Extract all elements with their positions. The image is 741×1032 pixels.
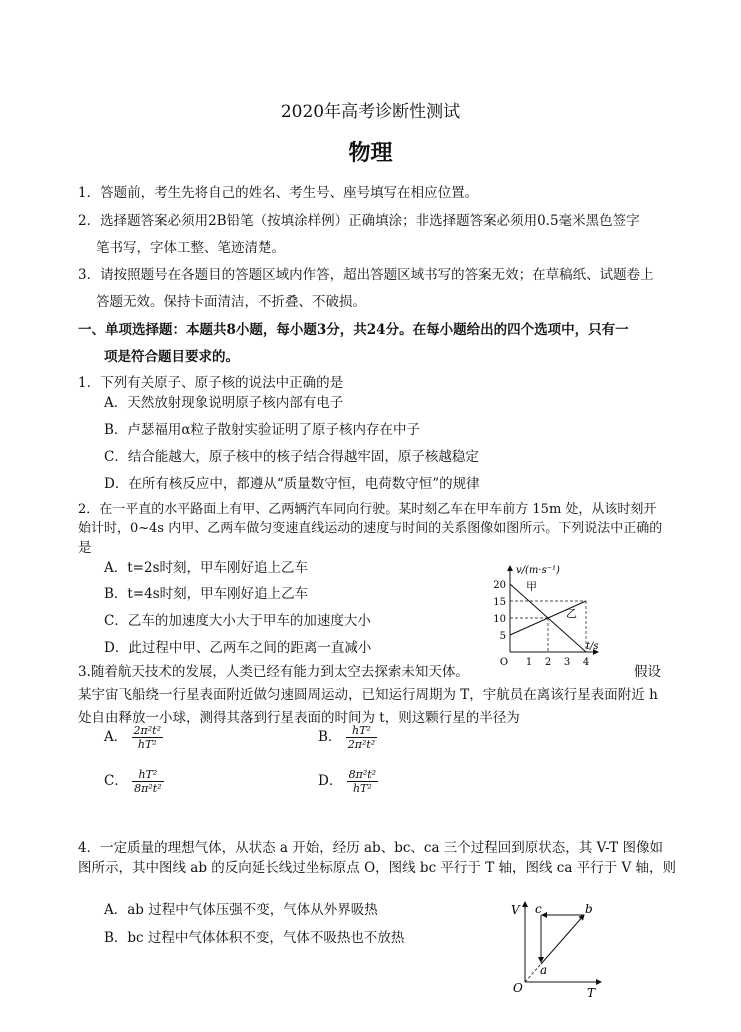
q3-stem-1-tail: 假设 [634, 664, 661, 680]
instruction-3-cont: 答题无效。保持卡面清洁，不折叠、不破损。 [96, 294, 366, 310]
q3-option-a [104, 724, 163, 751]
instruction-3: 3．请按照题号在各题目的答题区域内作答，超出答题区域书写的答案无效；在草稿纸、试题卷上 [78, 267, 654, 283]
chart-y-tick: 20 [493, 580, 506, 591]
q3-option-d-fraction: $\frac{\text{8π²t²}}{\text{hT²}}$ [348, 768, 377, 795]
q3-option-d-label: D． [318, 773, 343, 789]
chart-y-tick: 10 [493, 614, 506, 625]
q3-option-c-label: C． [104, 773, 128, 789]
q3-option-c [104, 768, 164, 795]
q3-stem-1: 3.随着航天技术的发展，人类已经有能力到太空去探索未知天体。 [78, 664, 469, 680]
chart-y-label: v/(m·s⁻¹) [516, 565, 560, 576]
q3-option-d [318, 768, 378, 795]
diagram-point-a: a [540, 963, 548, 977]
diagram-extension-line [525, 964, 541, 982]
q3-option-b [318, 724, 377, 751]
diagram-point-c: c [535, 902, 542, 916]
diagram-origin-label: O [513, 981, 523, 995]
chart-y-tick: 15 [493, 597, 506, 608]
exam-title: 2020年高考诊断性测试 [280, 102, 461, 122]
q3-stem-2: 某宇宙飞船绕一行星表面附近做匀速圆周运动，已知运行周期为 T，宇航员在离该行星表面附近 h [78, 687, 658, 703]
chart-series-label-yi: 乙 [566, 607, 577, 620]
q1-option-b: B．卢瑟福用α粒子散射实验证明了原子核内存在中子 [104, 422, 421, 438]
diagram-t-label: T [587, 986, 596, 1000]
section-heading: 一、单项选择题：本题共8小题，每小题3分，共24分。在每小题给出的四个选项中，只有一 [78, 322, 629, 338]
q2-stem-2: 始计时，0~4s 内甲、乙两车做匀变速直线运动的速度与时间的关系图像如图所示。下列说法中正确的 [78, 521, 663, 536]
chart-x-tick: 4 [582, 657, 590, 668]
chart-x-tick: 3 [563, 657, 571, 668]
chart-series-label-jia: 甲 [526, 580, 537, 593]
q1-stem: 1．下列有关原子、原子核的说法中正确的是 [78, 375, 344, 391]
q2-stem-3: 是 [78, 540, 92, 556]
q2-option-c: C．乙车的加速度大小大于甲车的加速度大小 [104, 613, 371, 629]
instruction-1: 1．答题前，考生先将自己的姓名、考生号、座号填写在相应位置。 [78, 185, 479, 201]
q1-option-a: A．天然放射现象说明原子核内部有电子 [104, 395, 344, 411]
chart-x-tick: O [499, 657, 509, 668]
chart-x-tick: 1 [525, 657, 533, 668]
chart-x-tick: 2 [544, 657, 552, 668]
chart-y-tick: 5 [499, 631, 506, 642]
section-heading-cont: 项是符合题目要求的。 [104, 349, 239, 365]
chart-x-label: t/s [586, 641, 599, 652]
q2-stem-1: 2．在一平直的水平路面上有甲、乙两辆汽车同向行驶。某时刻乙车在甲车前方 15m 处，从该时刻开 [78, 502, 657, 517]
velocity-time-chart [480, 560, 605, 668]
instruction-2: 2．选择题答案必须用2B铅笔（按填涂样例）正确填涂；非选择题答案必须用0.5毫米黑色签字 [78, 213, 640, 229]
q3-option-a-fraction: $\frac{\text{2π²t²}}{\text{hT²}}$ [133, 724, 162, 751]
diagram-v-label: V [511, 903, 520, 917]
q1-option-d: D．在所有核反应中，都遵从“质量数守恒，电荷数守恒”的规律 [104, 476, 480, 492]
q3-stem-3: 处自由释放一小球，测得其落到行星表面的时间为 t，则这颗行星的半径为 [78, 710, 520, 726]
q4-option-a: A．ab 过程中气体压强不变，气体从外界吸热 [104, 902, 378, 918]
q4-stem-1: 4．一定质量的理想气体，从状态 a 开始，经历 ab、bc、ca 三个过程回到原状态，其 V-T 图像如 [78, 840, 663, 856]
q4-stem-2: 图所示，其中图线 ab 的反向延长线过坐标原点 O，图线 bc 平行于 T 轴，图线 ca 平行于 V 轴，则 [78, 860, 677, 876]
subject-title: 物理 [348, 140, 393, 166]
q2-option-d: D．此过程中甲、乙两车之间的距离一直减小 [104, 640, 372, 656]
q2-option-b: B．t=4s时刻，甲车刚好追上乙车 [104, 586, 309, 602]
diagram-line-ab [541, 915, 584, 964]
vt-diagram [505, 898, 605, 1000]
instruction-2-cont: 笔书写，字体工整、笔迹清楚。 [96, 240, 285, 256]
q3-option-c-fraction: $\frac{\text{hT²}}{\text{8π²t²}}$ [134, 768, 162, 795]
q2-option-a: A．t=2s时刻，甲车刚好追上乙车 [104, 560, 309, 576]
q4-option-b: B．bc 过程中气体体积不变，气体不吸热也不放热 [104, 930, 405, 946]
q3-option-b-fraction: $\frac{\text{hT²}}{\text{2π²t²}}$ [347, 724, 376, 751]
diagram-point-b: b [585, 902, 593, 916]
q3-option-a-label: A． [104, 729, 128, 745]
q1-option-c: C．结合能越大，原子核中的核子结合得越牢固，原子核越稳定 [104, 449, 479, 465]
q3-option-b-label: B． [318, 729, 342, 745]
